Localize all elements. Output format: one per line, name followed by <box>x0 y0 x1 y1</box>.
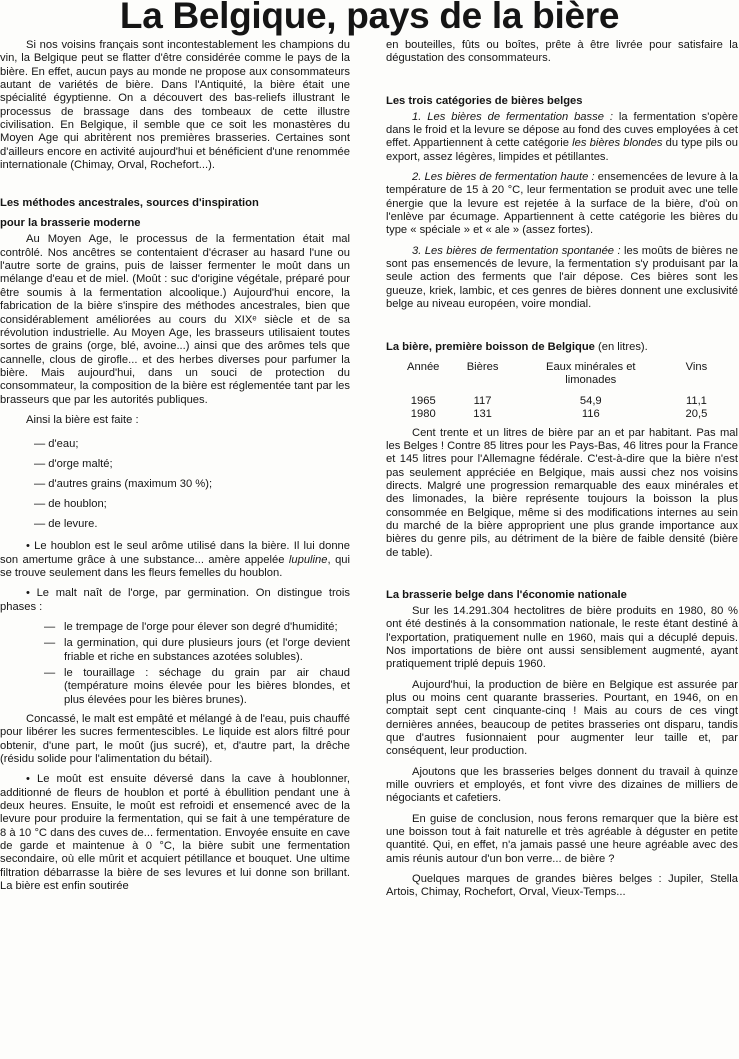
spacer <box>386 319 738 337</box>
section-heading-consumption <box>386 337 738 357</box>
ingredient-item: — de houblon; <box>34 498 107 511</box>
spacer <box>0 179 350 193</box>
table-cell: 20,5 <box>685 407 708 420</box>
hop-term: lupuline <box>288 553 328 566</box>
wort-paragraph-continued: en bouteilles, fûts ou boîtes, prête à être livrée pour satisfaire la dégustation des consommateurs. <box>386 39 738 65</box>
section-heading-categories: Les trois catégories de bières belges <box>386 94 583 107</box>
methods-paragraph: Au Moyen Age, le processus de la fermentation était mal contrôlé. Nos ancêtres se contentaient d'écraser au hasard l'une ou l'autre sorte de grains, puis de laisser fermenter le moût dans un mélange d'eau et de miel. (Moût : suc d'origine végétale, préparé pour être soumis à la fermentation alcoolique.) Aujourd'hui encore, la fabrication de la bière s'inspire des méthodes ancestrales, bien que considérablement améliorées au cours du XIXᵉ siècle et de sa révolution industrielle. Au Moyen Age, les brasseurs utilisaient toutes sortes de grains (orge, blé, avoine...) ainsi que des arômes tels que cannelle, clous de girofle... et des herbes diverses pour parfumer la bière. Mais aujourd'hui, dans un souci de protection du consommateur, la composition de la bière est réglementée tant par les brasseurs que par les autorités publiques. <box>0 233 350 406</box>
table-cell: 1980 <box>410 407 436 420</box>
category-2 <box>386 171 738 238</box>
phase-list <box>0 621 350 707</box>
category-2-text: ensemencées de levure à la température de 15 à 20 °C, leur fermentation se produit avec une telle énergie que la levure est rejetée à la surface de la bière, d'où on l'enlève par écumage. Appartiennent à cette catégorie les bières du type « spéciale » et « ale » (assez fortes). <box>386 171 738 237</box>
category-1-term: les bières blondes <box>572 137 663 150</box>
category-1 <box>386 111 738 164</box>
consumption-paragraph: Cent trente et un litres de bière par an et par habitant. Pas mal les Belges ! Contre 85 litres pour les Pays-Bas, 46 litres pour la France et 145 litres pour l'Allemagne fédérale. C'est-à-dire que la bière n'est pas seulement appréciée en Belgique, mais aussi chez nos voisins directs. Malgré une progression remarquable des eaux minérales et des limonades, la bière représente toujours la boisson la plus consommée en Belgique, même si des modifications internes au sein du marché de la bière approprient une plus grande importance aux bières du genre pils, au détriment de la bière de faible densité (bière de table). <box>386 426 738 559</box>
table-cell: 54,9 <box>579 394 602 407</box>
table-header: Eaux minérales et limonades <box>546 360 636 386</box>
table-cell: 131 <box>473 407 492 420</box>
right-column <box>386 39 738 907</box>
hop-text: • Le houblon est le seul arôme utilisé dans la bière. Il lui donne son amertume grâce à une substance... amère appelée <box>0 540 350 566</box>
section-heading-methods-line2: pour la brasserie moderne <box>0 217 141 230</box>
table-cell: 11,1 <box>685 394 707 407</box>
category-2-label: 2. Les bières de fermentation haute : <box>412 171 595 184</box>
category-1-label: 1. Les bières de fermentation basse : <box>412 110 613 123</box>
section-heading-economy: La brasserie belge dans l'économie nationale <box>386 588 627 601</box>
table-row <box>396 408 726 421</box>
ingredient-item: — de levure. <box>34 518 98 531</box>
phase-text: le trempage de l'orge pour élever son degré d'humidité; <box>64 620 338 633</box>
table-cell: 116 <box>581 407 600 420</box>
malt-paragraph: • Le malt naît de l'orge, par germination. On distingue trois phases : <box>0 587 350 613</box>
phase-text: la germination, qui dure plusieurs jours (et l'orge devient friable et riche en substances azotées solubles). <box>64 637 350 663</box>
consumption-unit: (en litres). <box>594 340 648 353</box>
category-1-text-end: du type pils ou export, assez légères, limpides et pétillantes. <box>386 137 738 163</box>
intro-paragraph: Si nos voisins français sont incontestablement les champions du vin, la Belgique peut se flatter d'être considérée comme le pays de la bière. En effet, aucun pays au monde ne propose aux consommateurs autant de variétés de bière. Dans l'Antiquité, la bière était une spécialité égyptienne. On a découvert des bas-reliefs illustrant le processus de brassage dans des tombeaux de cette illustre civilisation. En Belgique, il semble que ce soit les monastères du Moyen Age qui abritèrent nos premières brasseries. Certaines sont d'ailleurs encore en activité aujourd'hui et bénéficient d'une renommée internationale (Chimay, Orval, Rochefort...). <box>0 39 350 172</box>
phase-text: le touraillage : séchage du grain par air chaud (température moins élevée pour les bières blondes, et plus élevées pour les bières brunes). <box>64 667 350 706</box>
economy-paragraph: Sur les 14.291.304 hectolitres de bière produits en 1980, 80 % ont été destinés à la consommation nationale, le reste étant destiné à l'exportation, pratiquement nulle en 1960, mais qui a décuplé depuis. Nos importations de bière ont aussi sensiblement augmenté, ayant pratiquement triplé depuis 1960. <box>386 604 738 671</box>
conclusion-paragraph: En guise de conclusion, nous ferons remarquer que la bière est une boisson tout à fait naturelle et très agréable à déguster en petite quantité. Qui, en effet, n'a jamais passé une heure agréable avec des amis réunis autour d'un bon verre... de bière ? <box>386 812 738 865</box>
phase-item: — la germination, qui dure plusieurs jours (et l'orge devient friable et riche en substances azotées solubles). <box>44 637 350 663</box>
category-3-text: les moûts de bières ne sont pas ensemencés de levure, la fermentation s'y produisant par la seule action des ferments que l'air dépose. Ces bières sont les gueuze, kriek, lambic, et ces genres de bières donnent une exclusivité belge au niveau européen, voire mondial. <box>386 244 739 311</box>
phase-item: — le touraillage : séchage du grain par air chaud (température moins élevée pour les bières blondes, et plus élevées pour les bières brunes). <box>44 667 350 706</box>
table-row <box>396 395 726 408</box>
ingredient-item: — d'orge malté; <box>34 458 113 471</box>
section-heading-methods: Les méthodes ancestrales, sources d'inspiration <box>0 197 259 210</box>
crushed-paragraph: Concassé, le malt est empâté et mélangé à de l'eau, puis chauffé pour libérer les sucres fermentescibles. Le liquide est alors filtré pour obtenir, d'une part, le moût (jus sucré), et, d'autre part, la drêche (résidu solide pour l'alimentation du bétail). <box>0 713 350 766</box>
table-header: Bières <box>466 360 499 373</box>
page-title: La Belgique, pays de la bière <box>119 0 620 36</box>
ingredient-list <box>0 434 350 534</box>
economy-paragraph: Ajoutons que les brasseries belges donnent du travail à quinze mille ouvriers et employés, et font vivre des dizaines de milliers de négociants et cafetiers. <box>386 765 738 805</box>
consumption-heading: La bière, première boisson de Belgique <box>386 340 595 353</box>
table-cell: 1965 <box>410 394 436 407</box>
category-1-text: la fermentation s'opère dans le froid et la levure se dépose au fond des cuves employées à cet effet. Appartiennent à cette catégorie <box>386 110 739 150</box>
table-cell: 117 <box>473 394 492 407</box>
spacer <box>386 567 738 585</box>
category-3-label: 3. Les bières de fermentation spontanée : <box>412 244 621 257</box>
brands-paragraph: Quelques marques de grandes bières belges : Jupiler, Stella Artois, Chimay, Rochefort, Orval, Vieux-Temps... <box>386 873 738 899</box>
left-column <box>0 39 350 901</box>
ingredient-item: — d'eau; <box>34 438 79 451</box>
category-3 <box>386 245 738 312</box>
table-header: Vins <box>685 360 708 373</box>
hop-text-end: , qui se trouve seulement dans les fleurs femelles du houblon. <box>0 553 350 579</box>
table-header: Année <box>407 360 440 373</box>
table-header-row <box>396 361 726 395</box>
made-of-line: Ainsi la bière est faite : <box>26 413 139 426</box>
spacer <box>386 73 738 91</box>
hop-paragraph <box>0 540 350 580</box>
ingredient-item: — d'autres grains (maximum 30 %); <box>34 478 213 491</box>
wort-paragraph: • Le moût est ensuite déversé dans la cave à houblonner, additionné de fleurs de houblon et porté à ébullition pendant une à deux heures. Ensuite, le moût est refroidi et ensemencé avec de la levure pour produire la fermentation, qui se fait à une température de 8 à 10 °C dans des cuves de... fermentation. Envoyée ensuite en cave de garde et maintenue à 0 °C, la bière subit une fermentation secondaire, où elle mûrit et acquiert pétillance et bouquet. Une ultime filtration débarrasse la bière de ses levures et lui donne son brillant. La bière est enfin soutirée <box>0 773 350 893</box>
economy-paragraph: Aujourd'hui, la production de bière en Belgique est assurée par plus ou moins cent quarante brasseries. Pourtant, en 1946, on en comptait sept cent cinquante-cinq ! Mais au cours de ces vingt dernières années, beaucoup de petites brasseries ont disparu, tandis que d'autres fusionnaient pour augmenter leur taille et, par conséquent, leur production. <box>386 678 738 758</box>
phase-item: — le trempage de l'orge pour élever son degré d'humidité; <box>44 621 350 634</box>
consumption-table <box>396 361 726 421</box>
